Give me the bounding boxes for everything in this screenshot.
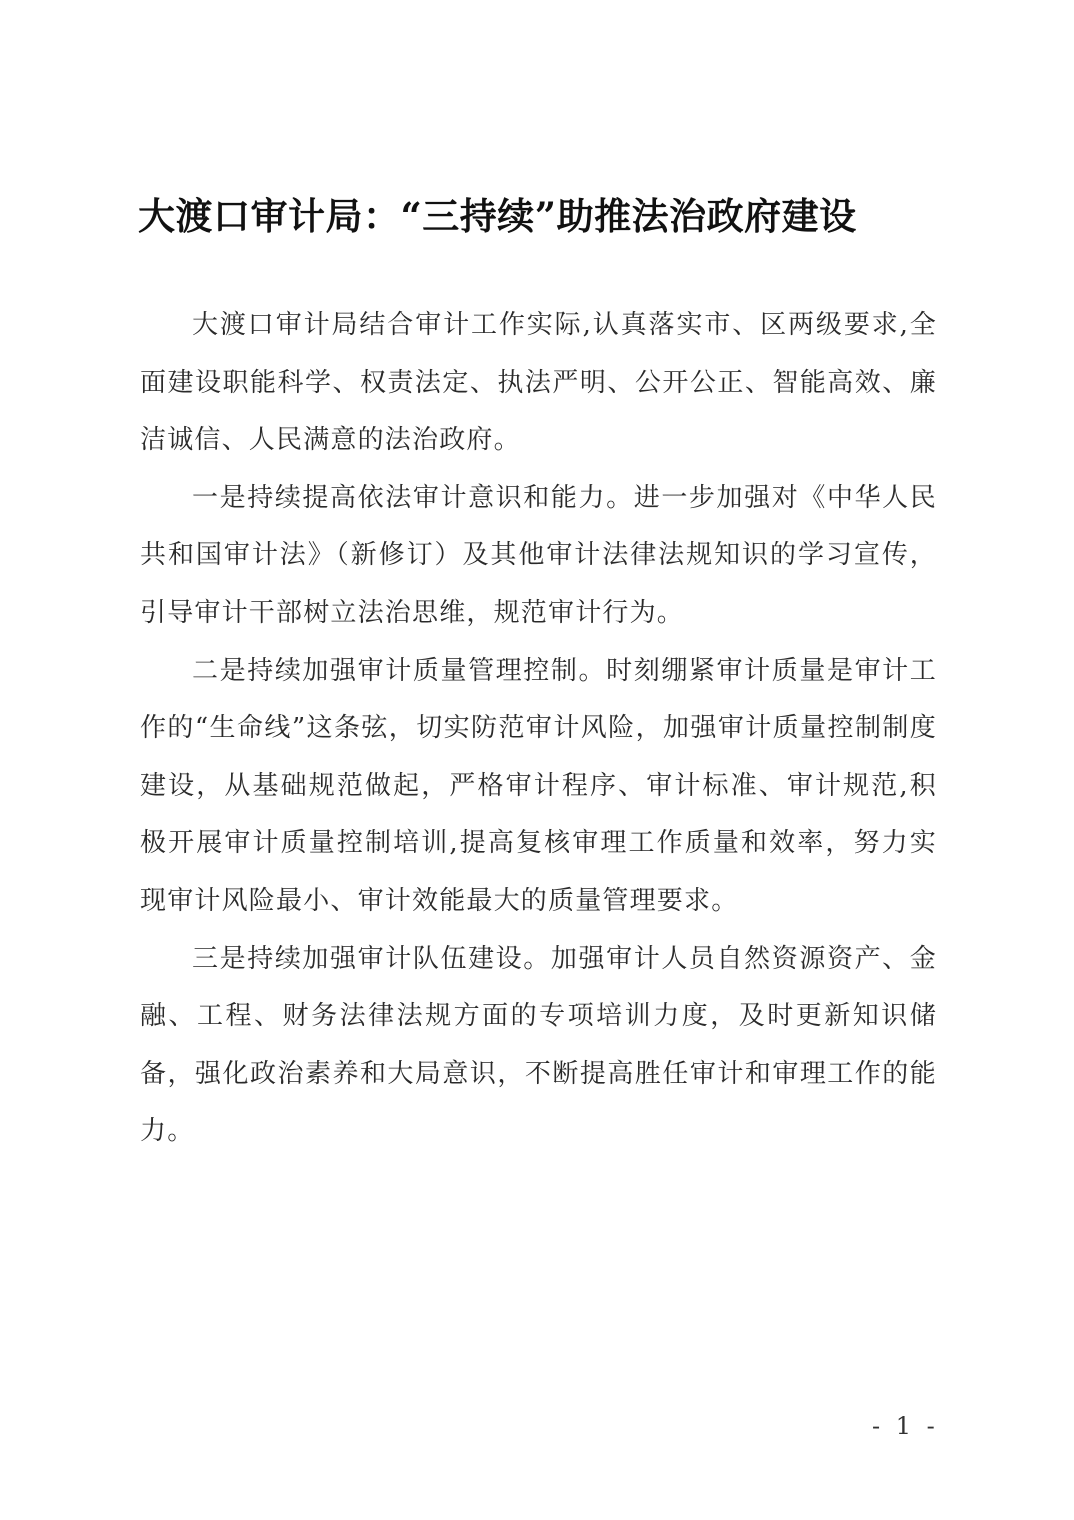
paragraph-intro: 大渡口审计局结合审计工作实际,认真落实市、区两级要求,全面建设职能科学、权责法定、执法严明、公开公正、智能高效、廉洁诚信、人民满意的法治政府。 xyxy=(140,310,937,456)
paragraph-point-one: 一是持续提高依法审计意识和能力。进一步加强对《中华人民共和国审计法》（新修订）及其他审计法律法规知识的学习宣传，引导审计干部树立法治思维，规范审计行为。 xyxy=(140,482,937,628)
paragraph-point-three: 三是持续加强审计队伍建设。加强审计人员自然资源资产、金融、工程、财务法律法规方面的专项培训力度，及时更新知识储备，强化政治素养和大局意识，不断提高胜任审计和审理工作的能力。 xyxy=(140,943,937,1147)
paragraph-point-two: 二是持续加强审计质量管理控制。时刻绷紧审计质量是审计工作的“生命线”这条弦，切实防范审计风险，加强审计质量控制制度建设，从基础规范做起，严格审计程序、审计标准、审计规范,积极开展审计质量控制培训,提高复核审理工作质量和效率，努力实现审计风险最小、审计效能最大的质量管理要求。 xyxy=(140,655,937,916)
document-title: 大渡口审计局：“三持续”助推法治政府建设 xyxy=(138,194,857,238)
document-body xyxy=(140,297,937,1161)
page-number: - 1 - xyxy=(872,1412,939,1440)
